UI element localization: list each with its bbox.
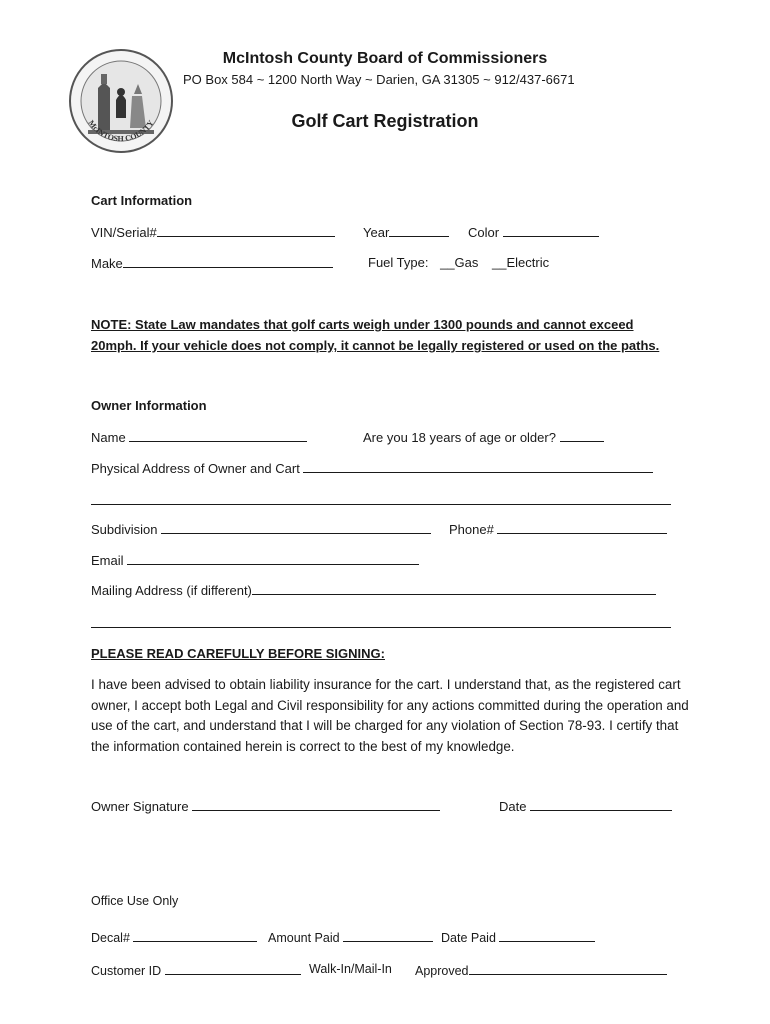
owner-signature-line <box>192 798 440 811</box>
walk-in-mail-in-field[interactable] <box>309 962 392 976</box>
physical-address-label: Physical Address of Owner and Cart <box>91 461 300 476</box>
mailing-address-line-2[interactable] <box>91 627 671 628</box>
fuel-electric-option[interactable]: __Electric <box>492 255 550 270</box>
date-paid-field[interactable] <box>441 929 595 945</box>
make-field[interactable] <box>91 255 333 271</box>
phone-line <box>497 521 667 534</box>
approved-line <box>469 962 667 975</box>
approved-field[interactable] <box>415 962 667 978</box>
phone-field[interactable] <box>449 521 667 537</box>
age-line <box>560 429 604 442</box>
subdivision-label: Subdivision <box>91 522 158 537</box>
fuel-gas-option[interactable]: __Gas <box>440 255 479 270</box>
physical-address-line <box>303 460 653 473</box>
name-field[interactable] <box>91 429 307 445</box>
seal-text: McINTOSH COUNTY <box>86 118 156 144</box>
date-paid-label: Date Paid <box>441 931 496 945</box>
phone-label: Phone# <box>449 522 494 537</box>
physical-address-line-2[interactable] <box>91 504 671 505</box>
owner-signature-label: Owner Signature <box>91 799 189 814</box>
organization-address: PO Box 584 ~ 1200 North Way ~ Darien, GA 31305 ~ 912/437-6671 <box>183 72 575 87</box>
decal-line <box>133 929 257 942</box>
note-line-1: NOTE: State Law mandates that golf carts weigh under 1300 pounds and cannot exceed <box>91 317 634 332</box>
color-line <box>503 224 599 237</box>
signature-date-line <box>530 798 672 811</box>
page-title: Golf Cart Registration <box>291 111 479 131</box>
organization-name: McIntosh County Board of Commissioners <box>222 50 548 67</box>
signature-date-field[interactable] <box>499 798 672 814</box>
make-line <box>123 255 333 268</box>
name-label: Name <box>91 430 126 445</box>
note-line-2: 20mph. If your vehicle does not comply, it cannot be legally registered or used on the paths. <box>91 338 660 353</box>
vin-field[interactable] <box>91 224 335 240</box>
fuel-type-field <box>368 255 549 270</box>
year-label: Year <box>363 225 390 240</box>
approved-label: Approved <box>415 964 469 978</box>
walk-in-mail-in-label: Walk-In/Mail-In <box>309 962 392 976</box>
fuel-label: Fuel Type: <box>368 255 429 270</box>
read-carefully-heading: PLEASE READ CAREFULLY BEFORE SIGNING: <box>91 646 385 661</box>
email-label: Email <box>91 553 124 568</box>
mailing-address-label: Mailing Address (if different) <box>91 583 252 598</box>
subdivision-field[interactable] <box>91 521 431 537</box>
year-line <box>389 224 449 237</box>
name-line <box>129 429 307 442</box>
amount-paid-label: Amount Paid <box>268 931 340 945</box>
physical-address-field[interactable] <box>91 460 653 476</box>
mailing-address-field[interactable] <box>91 582 656 598</box>
amount-paid-field[interactable] <box>268 929 433 945</box>
year-field[interactable] <box>363 224 449 240</box>
customer-id-line <box>165 962 301 975</box>
make-label: Make <box>91 256 123 271</box>
owner-info-heading: Owner Information <box>91 398 207 413</box>
email-line <box>127 552 419 565</box>
vin-label: VIN/Serial# <box>91 225 157 240</box>
signature-date-label: Date <box>499 799 527 814</box>
vin-line <box>157 224 335 237</box>
customer-id-field[interactable] <box>91 962 301 978</box>
age-field[interactable] <box>363 429 604 445</box>
subdivision-line <box>161 521 431 534</box>
liability-statement: I have been advised to obtain liability insurance for the cart. I understand that, as the registered cart owner, I accept both Legal and Civil responsibility for any actions committed during the operation and use of the cart, and understand that I will be charged for any violation of Section 78-93. I certify that the information contained herein is correct to the best of my knowledge. <box>91 677 689 754</box>
office-use-heading: Office Use Only <box>91 894 179 908</box>
color-label: Color <box>468 225 500 240</box>
mailing-address-line <box>252 582 656 595</box>
age-label: Are you 18 years of age or older? <box>363 430 556 445</box>
owner-signature-field[interactable] <box>91 798 440 814</box>
decal-label: Decal# <box>91 931 130 945</box>
email-field[interactable] <box>91 552 419 568</box>
date-paid-line <box>499 929 595 942</box>
decal-field[interactable] <box>91 929 257 945</box>
cart-info-heading: Cart Information <box>91 193 193 208</box>
color-field[interactable] <box>468 224 599 240</box>
amount-paid-line <box>343 929 433 942</box>
customer-id-label: Customer ID <box>91 964 162 978</box>
